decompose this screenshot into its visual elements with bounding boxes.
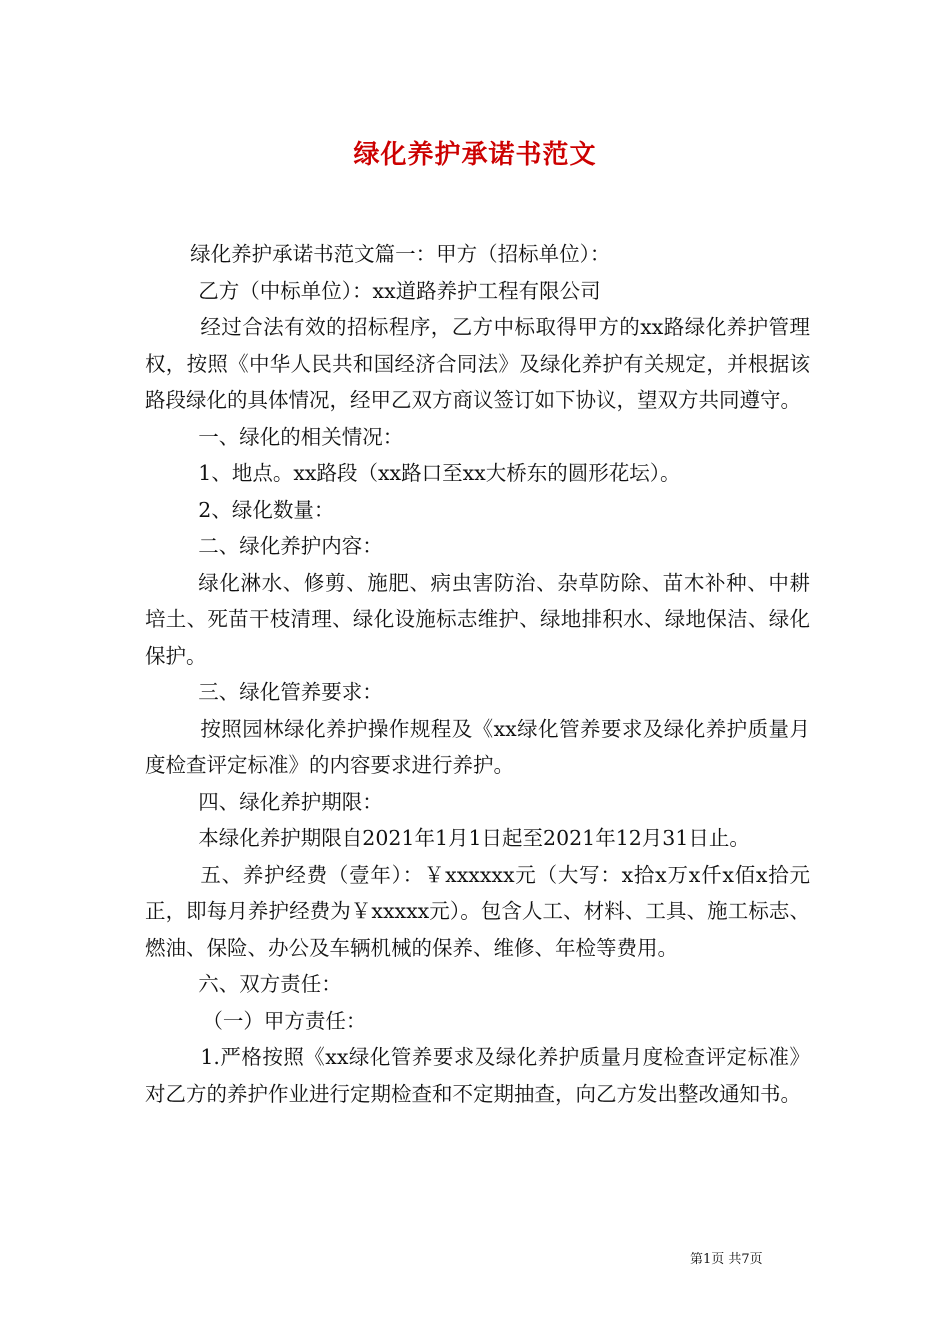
document-body — [145, 236, 810, 1112]
paragraph-location: 1、地点。xx路段（xx路口至xx大桥东的圆形花坛）。 — [198, 461, 681, 485]
paragraph-preamble: 经过合法有效的招标程序，乙方中标取得甲方的xx路绿化养护管理权，按照《中华人民共和国经济合同法》及绿化养护有关规定，并根据该路段绿化的具体情况，经甲乙双方商议签订如下协议，望双方共同遵守。 — [145, 315, 810, 412]
paragraph-content: 绿化淋水、修剪、施肥、病虫害防治、杂草防除、苗木补种、中耕培土、死苗干枝清理、绿化设施标志维护、绿地排积水、绿地保洁、绿化保护。 — [145, 570, 810, 668]
page-number: 第1页 共7页 — [690, 1252, 763, 1267]
paragraph-quantity: 2、绿化数量： — [198, 497, 335, 522]
section-heading-4: 四、绿化养护期限： — [198, 789, 383, 814]
section-heading-3: 三、绿化管养要求： — [198, 680, 383, 704]
paragraph-requirements: 按照园林绿化养护操作规程及《xx绿化管养要求及绿化养护质量月度检查评定标准》的内容要求进行养护。 — [145, 716, 810, 777]
section-heading-2: 二、绿化养护内容： — [198, 534, 383, 558]
subsection-party-a: （一）甲方责任： — [202, 1008, 367, 1033]
paragraph-period: 本绿化养护期限自2021年1月1日起至2021年12月31日止。 — [198, 826, 750, 850]
document-title: 绿化养护承诺书范文 — [353, 140, 597, 170]
paragraph-party-b: 乙方（中标单位）：xx道路养护工程有限公司 — [198, 278, 601, 303]
paragraph-intro: 绿化养护承诺书范文篇一：甲方（招标单位）： — [190, 242, 611, 266]
paragraph-party-a-duty-1: 1.严格按照《xx绿化管养要求及绿化养护质量月度检查评定标准》对乙方的养护作业进行定期检查和不定期抽查，向乙方发出整改通知书。 — [145, 1045, 810, 1106]
paragraph-funding: 五、养护经费（壹年）：￥xxxxxx元（大写：x拾x万x仟x佰x拾元正，即每月养护经费为￥xxxxx元）。包含人工、材料、工具、施工标志、燃油、保险、办公及车辆机械的保养、维修、年检等费用。 — [145, 862, 810, 960]
section-heading-1: 一、绿化的相关情况： — [198, 424, 404, 449]
section-heading-6: 六、双方责任： — [198, 972, 342, 996]
